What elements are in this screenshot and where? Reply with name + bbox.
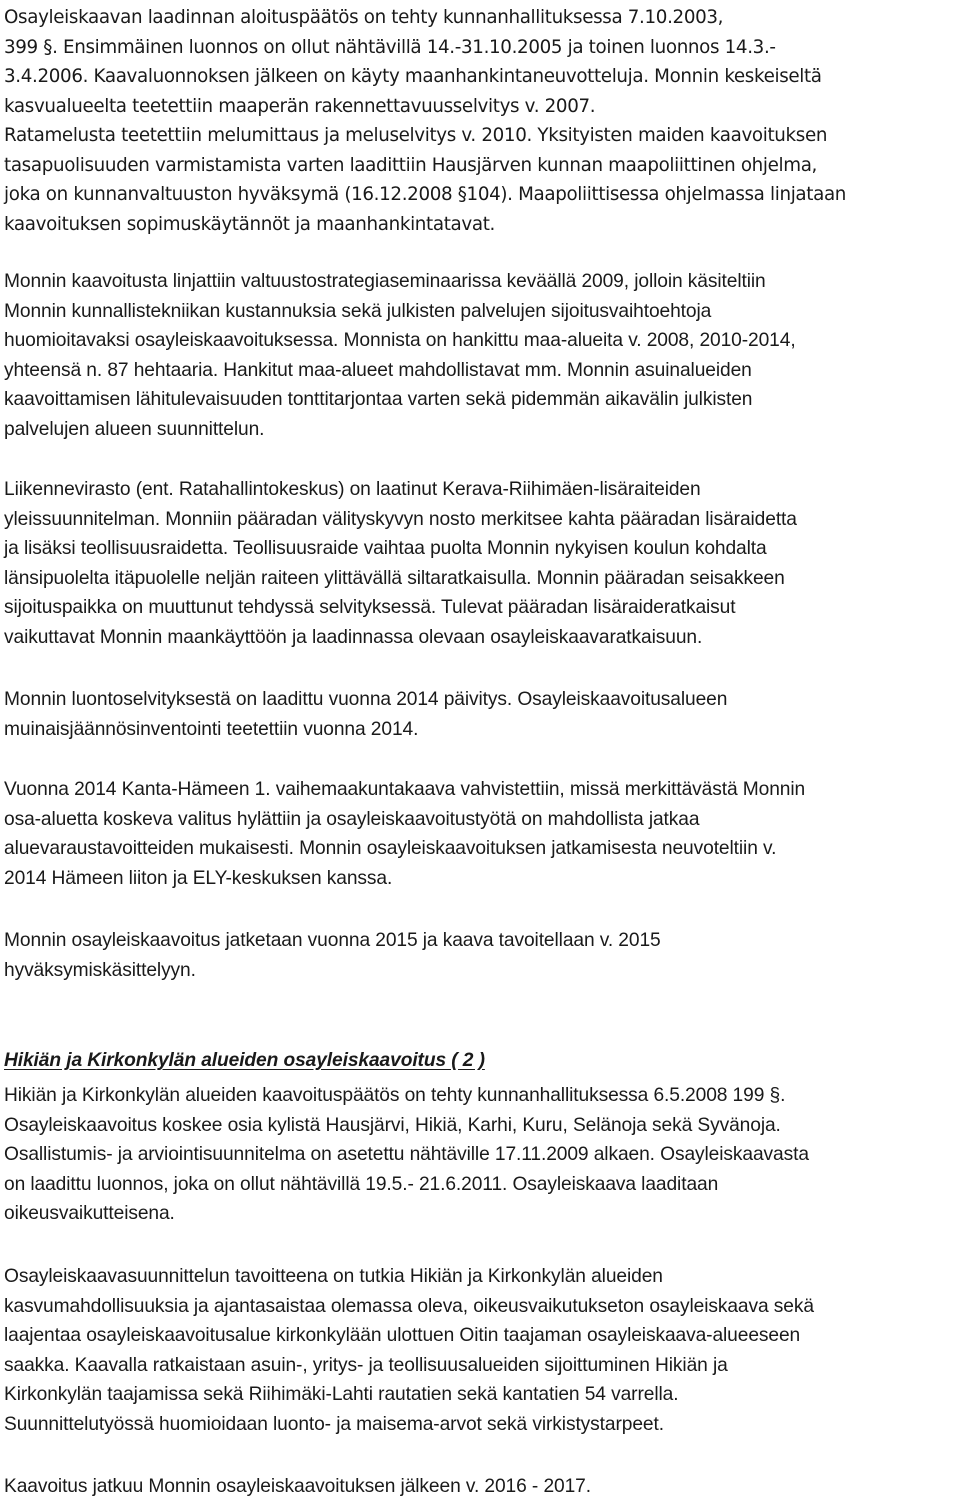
text-line: Suunnittelutyössä huomioidaan luonto- ja maisema-arvot sekä virkistystarpeet. [4, 1413, 664, 1435]
text-line: tasapuolisuuden varmistamista varten laadittiin Hausjärven kunnan maapoliittinen ohjelma, [4, 154, 818, 176]
text-line: laajentaa osayleiskaavoitusalue kirkonkylään ulottuen Oitin taajaman osayleiskaava-alueeseen [4, 1325, 801, 1346]
text-line: 399 §. Ensimmäinen luonnos on ollut nähtävillä 14.-31.10.2005 ja toinen luonnos 14.3.- [4, 36, 776, 58]
text-line: Osayleiskaavoitus koskee osia kylistä Hausjärvi, Hikiä, Karhi, Kuru, Selänoja sekä Syvänoja. [4, 1114, 781, 1136]
paragraph-planning-goals [4, 1262, 956, 1439]
text-line: 3.4.2006. Kaavaluonnoksen jälkeen on käyty maanhankintaneuvotteluja. Monnin keskeiseltä [4, 66, 822, 87]
text-line: joka on kunnanvaltuuston hyväksymä (16.12.2008 §104). Maapoliittisessa ohjelmassa linjataan [4, 184, 847, 205]
paragraph-regional-plan [4, 775, 956, 893]
text-line: Osayleiskaavan laadinnan aloituspäätös on tehty kunnanhallituksessa 7.10.2003, [4, 7, 724, 28]
text-line: sijoituspaikka on muuttunut tehdyssä selvityksessä. Tulevat pääradan lisäraideratkaisut [4, 597, 736, 618]
paragraph-strategy-seminar [4, 267, 956, 444]
text-line: 2014 Hämeen liiton ja ELY-keskuksen kanssa. [4, 867, 393, 889]
text-line: Kaavoitus jatkuu Monnin osayleiskaavoituksen jälkeen v. 2016 - 2017. [4, 1476, 591, 1497]
text-line: Kirkonkylän taajamissa sekä Riihimäki-Lahti rautatien sekä kantatien 54 varrella. [4, 1384, 679, 1405]
text-line: Monnin luontoselvityksestä on laadittu vuonna 2014 päivitys. Osayleiskaavoitusalueen [4, 689, 728, 710]
text-line: yleissuunnitelman. Monniin pääradan välityskyvyn nosto merkitsee kahta pääradan lisäraidetta [4, 508, 797, 530]
text-line: huomioitavaksi osayleiskaavoituksessa. Monnista on hankittu maa-alueita v. 2008, 2010-2014, [4, 330, 796, 351]
text-line: Monnin osayleiskaavoitus jatketaan vuonna 2015 ja kaava tavoitellaan v. 2015 [4, 930, 661, 951]
text-line: Monnin kunnallistekniikan kustannuksia sekä julkisten palvelujen sijoitusvaihtoehtoja [4, 300, 712, 322]
text-line: aluevaraustavoitteiden mukaisesti. Monnin osayleiskaavoituksen jatkamisesta neuvoteltiin v. [4, 838, 777, 859]
text-line: Osallistumis- ja arviointisuunnitelma on asetettu nähtäville 17.11.2009 alkaen. Osayleiskaavasta [4, 1144, 809, 1165]
text-line: palvelujen alueen suunnittelun. [4, 418, 265, 440]
paragraph-hikia-decision [4, 1081, 956, 1229]
text-line: kaavoittamisen lähitulevaisuuden tonttitarjontaa varten sekä pidemmän aikavälin julkisten [4, 389, 753, 410]
text-line: muinaisjäännösinventointi teetettiin vuonna 2014. [4, 718, 419, 740]
text-line: vaikuttavat Monnin maankäyttöön ja laadinnassa olevaan osayleiskaavaratkaisuun. [4, 626, 703, 648]
text-line: Liikennevirasto (ent. Ratahallintokeskus) on laatinut Kerava-Riihimäen-lisäraiteiden [4, 479, 701, 500]
text-line: Vuonna 2014 Kanta-Hämeen 1. vaihemaakuntakaava vahvistettiin, missä merkittävästä Monnin [4, 779, 806, 800]
heading-text: Hikiän ja Kirkonkylän alueiden osayleiskaavoitus ( 2 ) [4, 1050, 485, 1071]
text-line: yhteensä n. 87 hehtaaria. Hankitut maa-alueet mahdollistavat mm. Monnin asuinalueiden [4, 359, 752, 381]
text-line: kasvumahdollisuuksia ja ajantasaistaa olemassa oleva, oikeusvaikutukseton osayleiskaava sekä [4, 1295, 814, 1317]
paragraph-nature-survey [4, 685, 956, 744]
text-line: on laadittu luonnos, joka on ollut nähtävillä 19.5.- 21.6.2011. Osayleiskaava laaditaan [4, 1173, 719, 1195]
text-line: kaavoituksen sopimuskäytännöt ja maanhankintatavat. [4, 213, 495, 235]
text-line: kasvualueelta teetettiin maaperän rakennettavuusselvitys v. 2007. [4, 95, 596, 117]
text-line: Ratamelusta teetettiin melumittaus ja meluselvitys v. 2010. Yksityisten maiden kaavoituksen [4, 125, 828, 146]
paragraph-continuation [4, 1472, 956, 1502]
paragraph-planning-history [4, 3, 956, 239]
text-line: länsipuolelta itäpuolelle neljän raiteen ylittävällä siltaratkaisulla. Monnin pääradan seisakkeen [4, 567, 785, 589]
text-line: oikeusvaikutteisena. [4, 1203, 175, 1224]
text-line: Osayleiskaavasuunnittelun tavoitteena on tutkia Hikiän ja Kirkonkylän alueiden [4, 1266, 663, 1287]
section-heading [4, 1046, 956, 1076]
text-line: ja lisäksi teollisuusraidetta. Teollisuusraide vaihtaa puolta Monnin nykyisen koulun kohdalta [4, 538, 767, 559]
paragraph-2015-schedule [4, 926, 956, 985]
text-line: hyväksymiskäsittelyyn. [4, 959, 196, 981]
text-line: saakka. Kaavalla ratkaistaan asuin-, yritys- ja teollisuusalueiden sijoittuminen Hikiän ja [4, 1354, 728, 1376]
text-line: Monnin kaavoitusta linjattiin valtuustostrategiaseminaarissa keväällä 2009, jolloin käsiteltiin [4, 271, 766, 292]
text-line: Hikiän ja Kirkonkylän alueiden kaavoituspäätös on tehty kunnanhallituksessa 6.5.2008 199 §. [4, 1085, 786, 1106]
text-line: osa-aluetta koskeva valitus hylättiin ja osayleiskaavoitustyötä on mahdollista jatkaa [4, 808, 700, 830]
paragraph-railway-plan [4, 475, 956, 652]
